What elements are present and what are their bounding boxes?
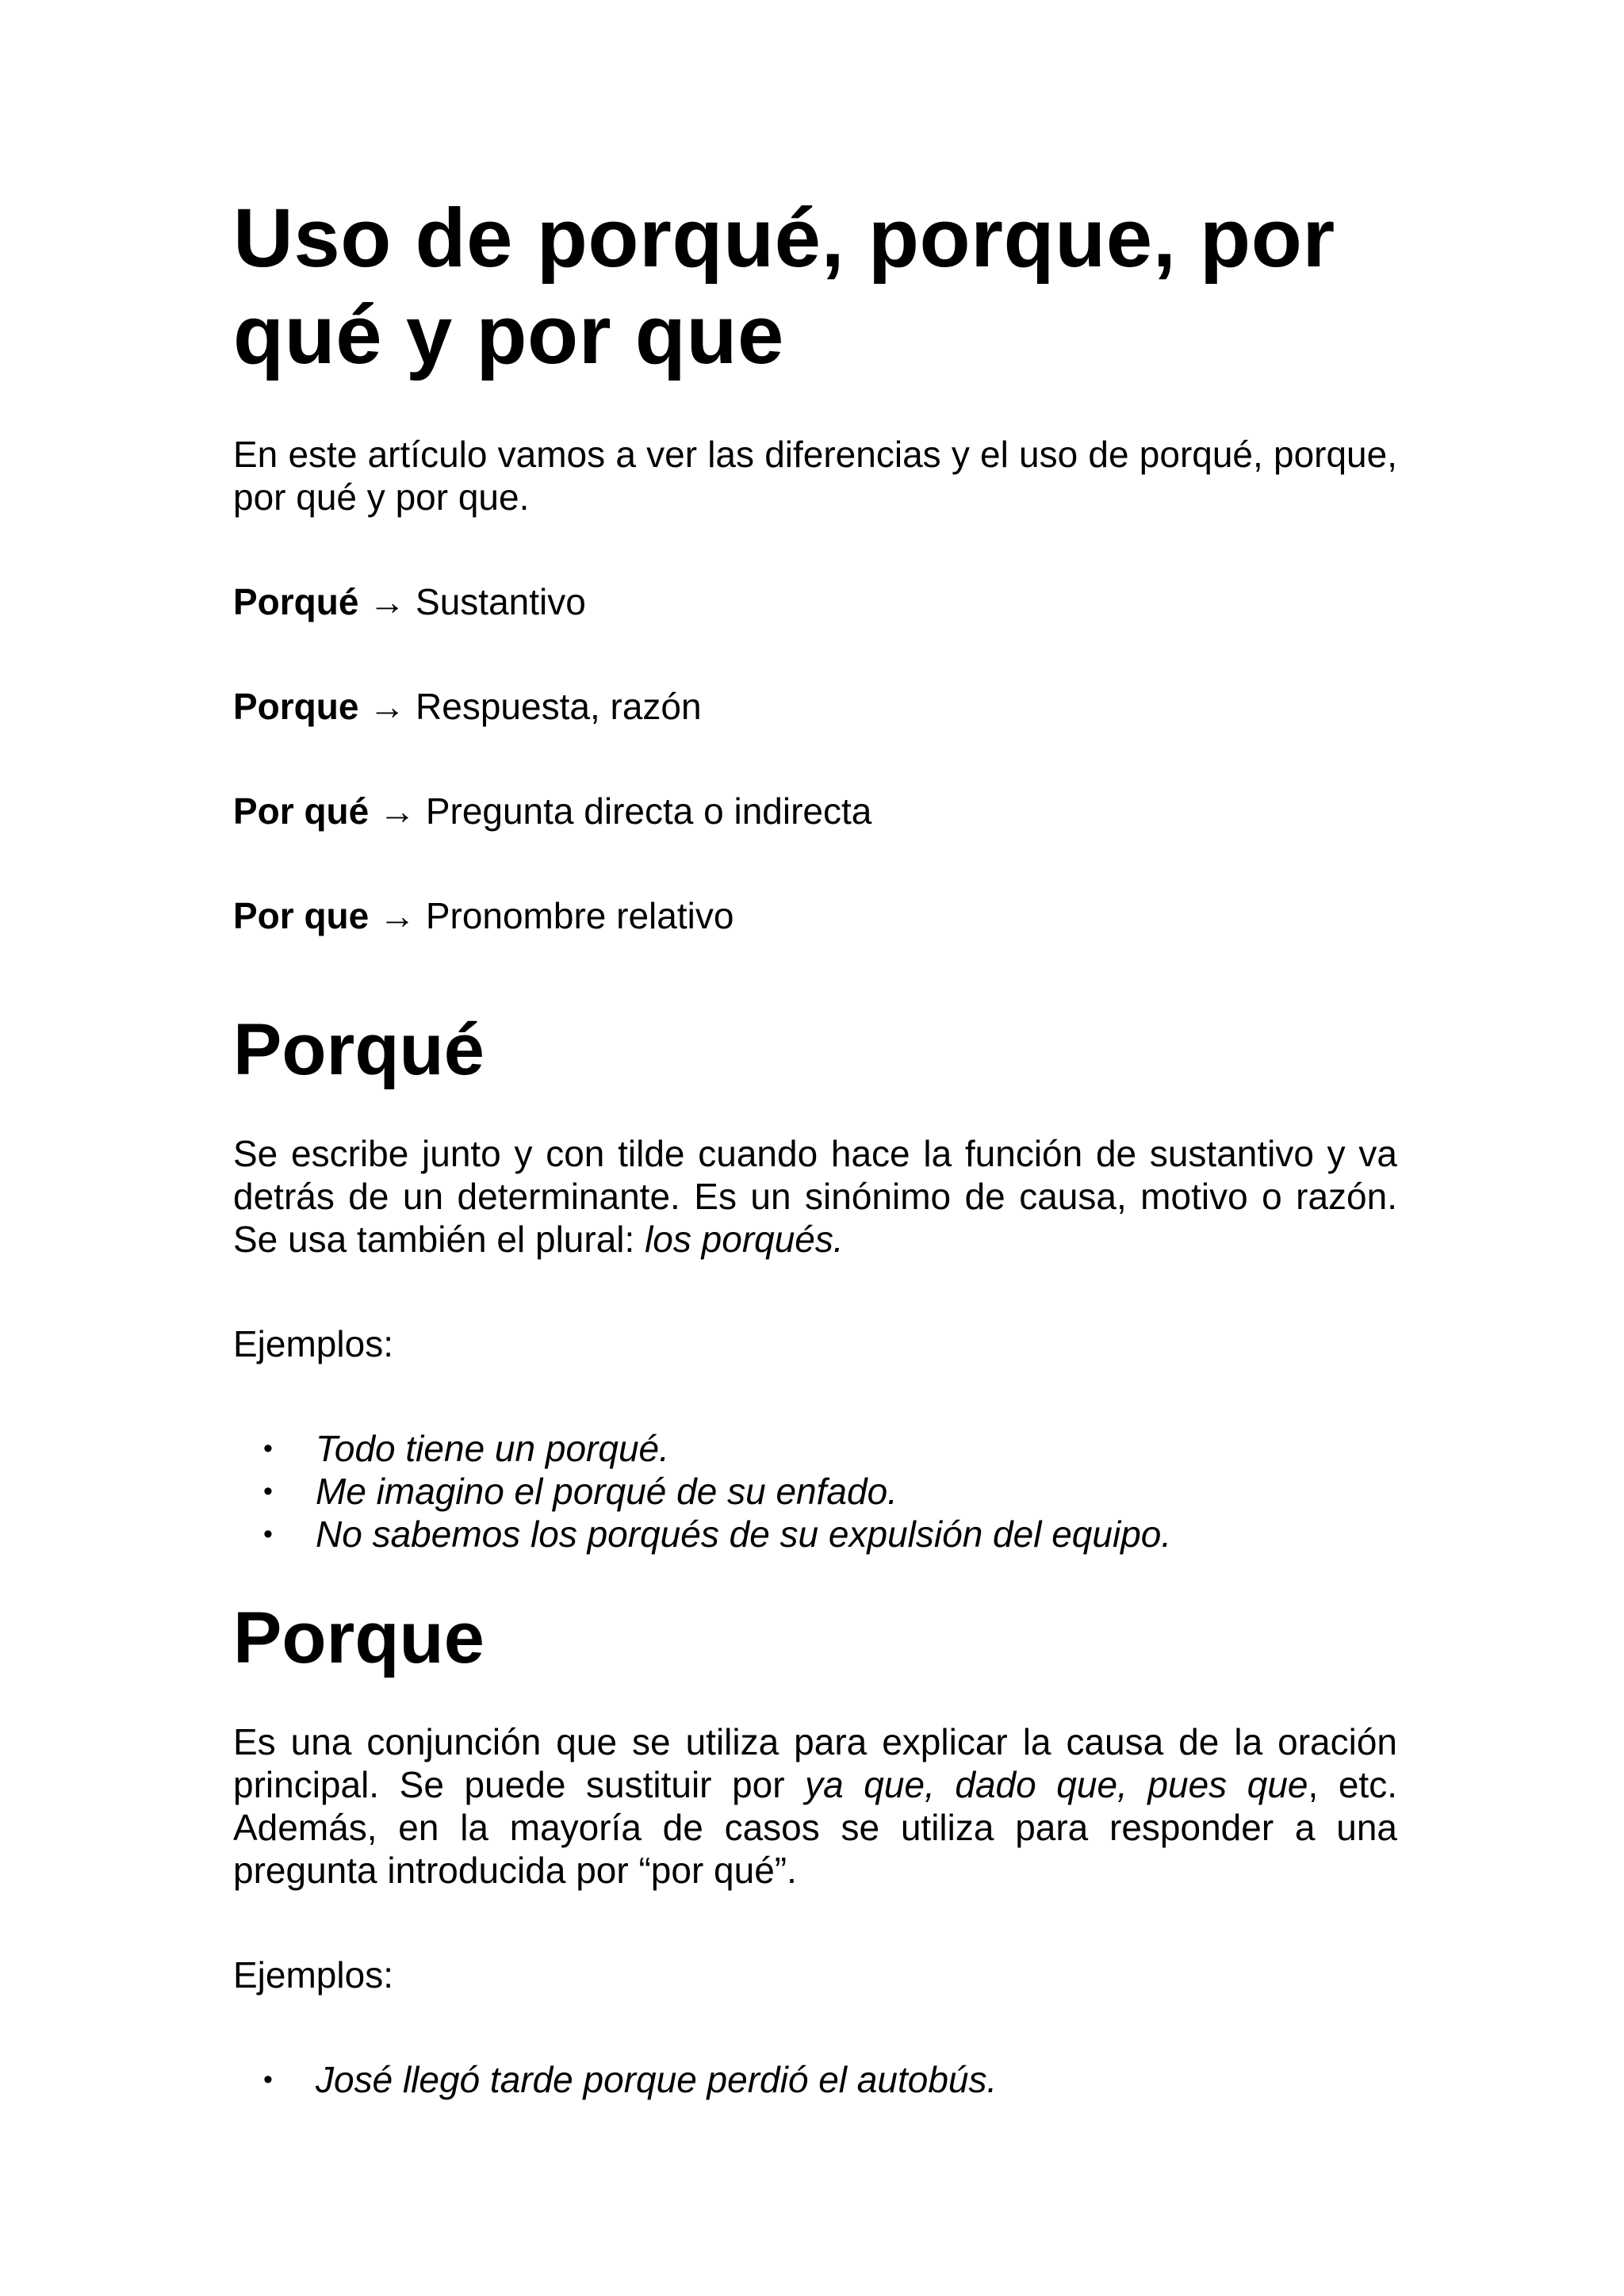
examples-label: Ejemplos: xyxy=(233,1323,393,1364)
examples-label: Ejemplos: xyxy=(233,1954,393,1996)
example-text: José llegó tarde porque perdió el autobús. xyxy=(316,2059,998,2100)
page-title: Uso de porqué, porque, por qué y por que xyxy=(233,192,1335,381)
definition-row xyxy=(233,580,1397,623)
paragraph-italic-text: los porqués. xyxy=(645,1219,844,1260)
section-heading-porque: Porque xyxy=(233,1598,485,1678)
bullet-icon: • xyxy=(263,1476,273,1506)
definition-term: Porqué xyxy=(233,581,359,622)
section-paragraph xyxy=(233,1720,1397,1892)
bullet-icon: • xyxy=(263,1519,273,1549)
list-item xyxy=(233,2058,1397,2101)
definition-term: Porque xyxy=(233,686,359,727)
definition-meaning: Respuesta, razón xyxy=(416,686,702,727)
arrow-icon: → xyxy=(369,581,406,622)
section-heading-porque-tilde: Porqué xyxy=(233,1009,485,1090)
list-item xyxy=(233,1427,1397,1470)
examples-list xyxy=(233,2058,1397,2101)
section-paragraph xyxy=(233,1132,1397,1261)
list-item xyxy=(233,1470,1397,1513)
definition-term: Por qué xyxy=(233,790,370,832)
bullet-icon: • xyxy=(263,2064,273,2095)
definition-meaning: Pronombre relativo xyxy=(425,895,734,936)
bullet-icon: • xyxy=(263,1433,273,1464)
definition-row xyxy=(233,685,1397,728)
example-text: Me imagino el porqué de su enfado. xyxy=(316,1471,898,1512)
intro-paragraph: En este artículo vamos a ver las diferencias y el uso de porqué, porque, por qué y por que. xyxy=(233,434,1397,518)
definition-row xyxy=(233,790,1397,832)
example-text: No sabemos los porqués de su expulsión del equipo. xyxy=(316,1513,1172,1555)
arrow-icon: → xyxy=(379,895,416,936)
arrow-icon: → xyxy=(379,790,416,832)
paragraph-text: Es una conjunción que se utiliza para explicar la causa de la oración principal. Se puede sustituir por xyxy=(233,1721,1397,1805)
paragraph-text: , etc. Además, en la mayoría de casos se utiliza para responder a una pregunta introducida por “por qué”. xyxy=(233,1764,1397,1891)
paragraph-text: Se escribe junto y con tilde cuando hace la función de sustantivo y va detrás de un determinante. Es un sinónimo de causa, motivo o razón. Se usa también el plural: xyxy=(233,1133,1397,1260)
list-item xyxy=(233,1513,1397,1556)
definition-row xyxy=(233,894,1397,937)
definition-meaning: Sustantivo xyxy=(416,581,586,622)
example-text: Todo tiene un porqué. xyxy=(316,1428,669,1469)
definition-meaning: Pregunta directa o indirecta xyxy=(425,790,872,832)
examples-list xyxy=(233,1427,1397,1556)
definition-term: Por que xyxy=(233,895,370,936)
arrow-icon: → xyxy=(369,686,406,727)
paragraph-italic-text: ya que, dado que, pues que xyxy=(805,1764,1308,1805)
